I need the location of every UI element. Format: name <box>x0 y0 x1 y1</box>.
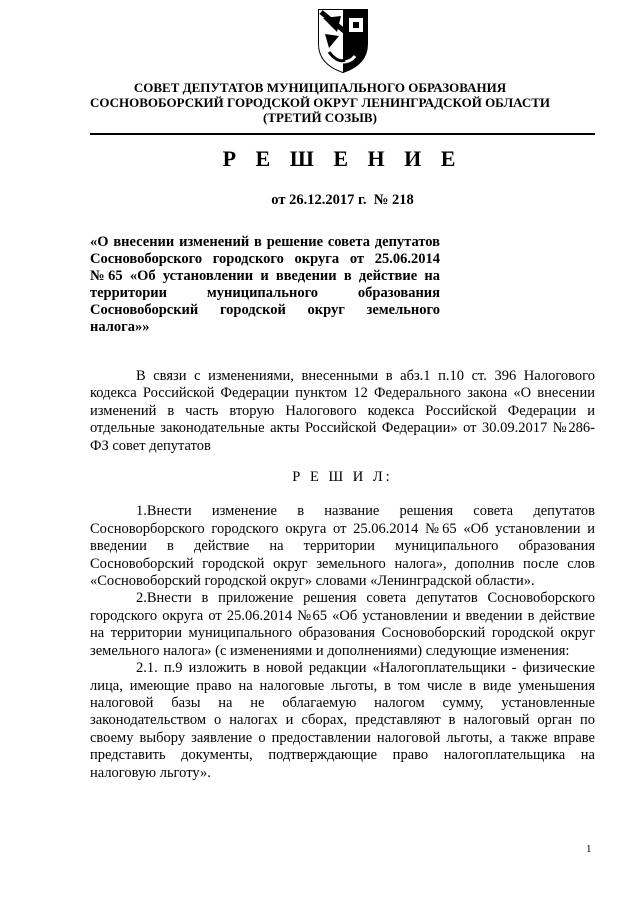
preamble-paragraph: В связи с изменениями, внесенными в абз.1 п.10 ст. 396 Налогового кодекса Российской Федерации пунктом 12 Федерального закона «О внесении изменений в часть вторую Налогового кодекса Российской Федерации и отдельные законодательные акты Российской Федерации» от 30.09.2017 №286-ФЗ совет депутатов <box>90 368 595 454</box>
coat-of-arms-emblem <box>315 8 371 74</box>
document-date-number: от 26.12.2017 г. № 218 <box>271 192 414 208</box>
item-paragraph-2: 2.Внести в приложение решения совета депутатов Сосновоборского городского округа от 25.06.2014 №65 «Об установлении и введении в действие на территории муниципального образования Сосновоборский городской округ земельного налога» (с изменениями и дополнениями) следующие изменения: <box>90 590 595 659</box>
header-line-district: СОСНОВОБОРСКИЙ ГОРОДСКОЙ ОКРУГ ЛЕНИНГРАДСКОЙ ОБЛАСТИ <box>89 95 551 110</box>
document-body <box>90 368 595 782</box>
header-divider <box>90 133 595 135</box>
document-subject: «О внесении изменений в решение совета депутатов Сосновоборского городского округа от 25.06.2014 №65 «Об установлении и введении в действие на территории муниципального образования Сосновоборский городской округ земельного налога»» <box>90 234 440 335</box>
page-number: 1 <box>586 843 592 855</box>
council-header <box>60 80 580 125</box>
resolved-heading: Р Е Ш И Л: <box>292 469 393 486</box>
header-line-council: СОВЕТ ДЕПУТАТОВ МУНИЦИПАЛЬНОГО ОБРАЗОВАНИЯ <box>133 80 507 95</box>
document-title: Р Е Ш Е Н И Е <box>222 146 463 171</box>
header-line-convocation: (ТРЕТИЙ СОЗЫВ) <box>263 110 377 125</box>
item-paragraph-1: 1.Внести изменение в название решения совета депутатов Сосноворборского городского округа от 25.06.2014 №65 «Об установлении и введении в действие на территории муниципального образования Сосновоборский городской округ земельного налога», дополнив после слов «Сосновоборский городской округ» словами «Ленинградской области». <box>90 503 595 590</box>
item-paragraph-2-1: 2.1. п.9 изложить в новой редакции «Налогоплательщики - физические лица, имеющие право на налоговые льготы, в том числе в виде уменьшения налоговой базы на не облагаемую налогом сумму, установленные законодательством о налогах и сборах, представляют в налоговый орган по своему выбору заявление о предоставлении налоговой льготы, а также вправе представить документы, подтверждающие право налогоплательщика на налоговую льготу». <box>90 660 595 781</box>
